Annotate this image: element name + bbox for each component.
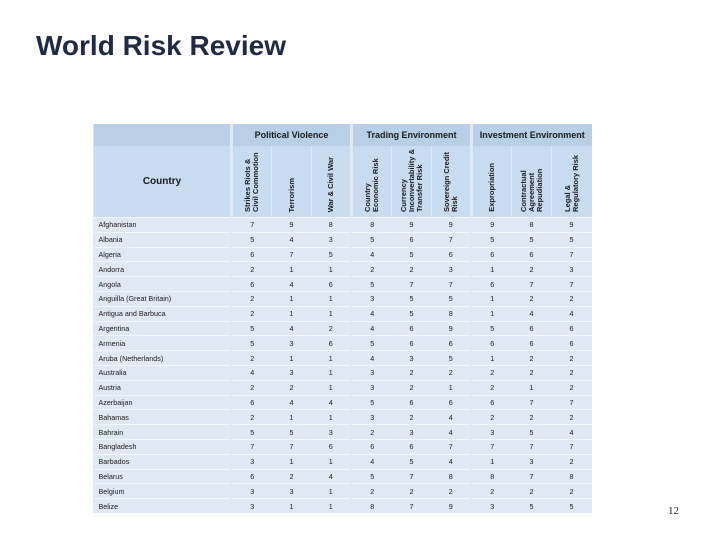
risk-score-cell: 7 (272, 439, 312, 454)
column-header (552, 146, 592, 218)
risk-score-cell: 2 (512, 410, 552, 425)
risk-score-cell: 2 (392, 380, 432, 395)
risk-score-cell: 4 (432, 425, 472, 440)
table-row (94, 351, 592, 366)
risk-score-cell: 4 (352, 454, 392, 469)
risk-score-cell: 6 (392, 336, 432, 351)
risk-score-cell: 1 (472, 351, 512, 366)
risk-score-cell: 8 (552, 469, 592, 484)
risk-score-cell: 2 (352, 425, 392, 440)
table-row (94, 439, 592, 454)
column-header-label: Currency Inconvertability & Transfer Risk (398, 149, 424, 212)
risk-score-cell: 4 (312, 395, 352, 410)
risk-score-cell: 2 (552, 410, 592, 425)
risk-score-cell: 1 (312, 306, 352, 321)
column-header (392, 146, 432, 218)
risk-score-cell: 3 (392, 425, 432, 440)
column-header-label: Terrorism (286, 177, 296, 212)
risk-score-cell: 3 (512, 454, 552, 469)
risk-score-cell: 7 (432, 439, 472, 454)
country-cell: Bangladesh (94, 439, 232, 454)
risk-score-cell: 8 (432, 469, 472, 484)
risk-score-cell: 4 (272, 321, 312, 336)
country-group-blank (94, 124, 232, 146)
risk-score-cell: 5 (392, 454, 432, 469)
risk-score-cell: 7 (432, 232, 472, 247)
table-row (94, 469, 592, 484)
risk-score-cell: 2 (432, 484, 472, 499)
risk-score-cell: 4 (352, 321, 392, 336)
country-cell: Barbados (94, 454, 232, 469)
risk-score-cell: 7 (472, 439, 512, 454)
column-header-label: War & Civil War (326, 156, 336, 212)
country-cell: Afghanistan (94, 218, 232, 233)
table-row (94, 365, 592, 380)
risk-score-cell: 1 (312, 365, 352, 380)
risk-score-cell: 1 (432, 380, 472, 395)
risk-score-cell: 2 (232, 380, 272, 395)
risk-score-cell: 1 (312, 262, 352, 277)
risk-score-cell: 4 (272, 395, 312, 410)
risk-score-cell: 1 (272, 499, 312, 513)
risk-score-cell: 8 (312, 218, 352, 233)
country-cell: Azerbaijan (94, 395, 232, 410)
column-header (432, 146, 472, 218)
table-row (94, 291, 592, 306)
risk-score-cell: 2 (352, 484, 392, 499)
risk-score-cell: 2 (232, 351, 272, 366)
column-header-label: Legal & Regulatory Risk (562, 154, 580, 212)
risk-score-cell: 3 (352, 291, 392, 306)
risk-score-cell: 4 (552, 425, 592, 440)
column-header (312, 146, 352, 218)
risk-score-cell: 9 (472, 218, 512, 233)
risk-score-cell: 8 (512, 218, 552, 233)
risk-score-cell: 1 (312, 380, 352, 395)
country-cell: Belize (94, 499, 232, 513)
risk-score-cell: 1 (312, 291, 352, 306)
country-cell: Andorra (94, 262, 232, 277)
slide-title: World Risk Review (36, 30, 287, 61)
risk-score-cell: 2 (432, 365, 472, 380)
country-cell: Bahrain (94, 425, 232, 440)
risk-score-cell: 2 (512, 365, 552, 380)
risk-score-cell: 3 (552, 262, 592, 277)
risk-score-cell: 2 (272, 380, 312, 395)
risk-score-cell: 6 (232, 469, 272, 484)
risk-score-cell: 7 (552, 247, 592, 262)
risk-score-cell: 6 (432, 247, 472, 262)
risk-score-cell: 2 (512, 262, 552, 277)
risk-score-cell: 2 (352, 262, 392, 277)
risk-score-cell: 6 (472, 395, 512, 410)
risk-score-cell: 7 (512, 469, 552, 484)
risk-score-cell: 6 (472, 336, 512, 351)
risk-score-cell: 5 (352, 336, 392, 351)
risk-score-cell: 5 (472, 232, 512, 247)
risk-score-cell: 3 (352, 365, 392, 380)
risk-score-cell: 8 (352, 499, 392, 513)
column-header (272, 146, 312, 218)
risk-score-cell: 2 (312, 321, 352, 336)
risk-score-cell: 2 (552, 351, 592, 366)
table-row (94, 306, 592, 321)
country-cell: Austria (94, 380, 232, 395)
risk-score-cell: 6 (392, 439, 432, 454)
country-cell: Belarus (94, 469, 232, 484)
risk-score-cell: 5 (512, 499, 552, 513)
risk-score-cell: 9 (432, 218, 472, 233)
risk-score-cell: 1 (272, 306, 312, 321)
risk-score-cell: 2 (232, 306, 272, 321)
risk-score-cell: 5 (232, 232, 272, 247)
column-header (232, 146, 272, 218)
risk-score-cell: 2 (552, 484, 592, 499)
country-cell: Argentina (94, 321, 232, 336)
risk-score-cell: 2 (512, 351, 552, 366)
risk-score-cell: 2 (392, 410, 432, 425)
risk-score-cell: 3 (352, 380, 392, 395)
risk-score-cell: 6 (472, 247, 512, 262)
risk-score-cell: 1 (272, 351, 312, 366)
risk-score-cell: 6 (552, 321, 592, 336)
risk-score-cell: 5 (432, 291, 472, 306)
country-cell: Algeria (94, 247, 232, 262)
group-political-violence: Political Violence (232, 124, 352, 146)
risk-score-cell: 7 (392, 499, 432, 513)
risk-score-cell: 3 (392, 351, 432, 366)
risk-score-cell: 3 (272, 484, 312, 499)
risk-score-cell: 7 (552, 439, 592, 454)
risk-score-cell: 1 (272, 410, 312, 425)
column-header-label: Strikes Riots & Civil Commotion (243, 152, 260, 212)
risk-score-cell: 5 (232, 336, 272, 351)
risk-score-cell: 5 (432, 351, 472, 366)
risk-score-cell: 1 (472, 454, 512, 469)
risk-score-cell: 1 (312, 484, 352, 499)
table-row (94, 247, 592, 262)
column-header-label: Sovereign Credit Risk (442, 151, 459, 212)
country-cell: Bahamas (94, 410, 232, 425)
table-row (94, 262, 592, 277)
risk-score-cell: 6 (352, 439, 392, 454)
risk-score-cell: 7 (512, 439, 552, 454)
risk-score-cell: 9 (272, 218, 312, 233)
risk-score-cell: 2 (232, 410, 272, 425)
risk-score-cell: 3 (272, 336, 312, 351)
column-header (512, 146, 552, 218)
risk-score-cell: 6 (312, 277, 352, 292)
risk-score-cell: 2 (512, 484, 552, 499)
risk-score-cell: 1 (512, 380, 552, 395)
risk-score-cell: 2 (552, 454, 592, 469)
column-header-label: Country Economic Risk (363, 158, 380, 212)
risk-score-cell: 6 (312, 336, 352, 351)
group-investment-environment: Investment Environment (472, 124, 592, 146)
risk-score-cell: 4 (352, 306, 392, 321)
risk-score-cell: 3 (472, 425, 512, 440)
risk-score-cell: 5 (232, 321, 272, 336)
risk-score-cell: 6 (392, 232, 432, 247)
column-header-label: Contractual Agreement Repudiation (518, 168, 544, 212)
risk-score-cell: 4 (312, 469, 352, 484)
risk-score-cell: 6 (512, 321, 552, 336)
risk-score-cell: 1 (472, 262, 512, 277)
risk-score-cell: 2 (392, 365, 432, 380)
table-row (94, 321, 592, 336)
risk-score-cell: 2 (552, 291, 592, 306)
table-row (94, 277, 592, 292)
risk-score-cell: 2 (512, 291, 552, 306)
risk-score-cell: 1 (272, 262, 312, 277)
risk-score-cell: 3 (232, 499, 272, 513)
country-cell: Australia (94, 365, 232, 380)
risk-score-cell: 2 (272, 469, 312, 484)
risk-score-cell: 6 (552, 336, 592, 351)
risk-score-cell: 2 (472, 365, 512, 380)
table-row (94, 336, 592, 351)
risk-score-cell: 4 (432, 454, 472, 469)
risk-score-cell: 7 (552, 277, 592, 292)
group-trading-environment: Trading Environment (352, 124, 472, 146)
risk-score-cell: 7 (232, 439, 272, 454)
risk-score-cell: 5 (392, 247, 432, 262)
risk-score-cell: 5 (232, 425, 272, 440)
table-row (94, 380, 592, 395)
risk-score-cell: 6 (472, 277, 512, 292)
column-header-label: Expropriation (487, 163, 497, 212)
risk-score-cell: 2 (232, 262, 272, 277)
table-body (94, 218, 592, 513)
column-header (472, 146, 512, 218)
country-column-header (94, 146, 232, 218)
risk-score-cell: 5 (552, 499, 592, 513)
risk-score-cell: 8 (352, 218, 392, 233)
risk-score-cell: 1 (472, 291, 512, 306)
table-row (94, 454, 592, 469)
risk-score-cell: 5 (392, 291, 432, 306)
column-header-row (94, 146, 592, 218)
risk-score-cell: 5 (512, 232, 552, 247)
risk-score-cell: 5 (272, 425, 312, 440)
column-header (352, 146, 392, 218)
risk-score-cell: 6 (512, 336, 552, 351)
risk-score-cell: 6 (232, 277, 272, 292)
risk-score-cell: 5 (352, 277, 392, 292)
risk-score-cell: 7 (392, 277, 432, 292)
risk-score-cell: 1 (312, 454, 352, 469)
risk-table (93, 124, 592, 513)
risk-score-cell: 5 (352, 232, 392, 247)
table-row (94, 425, 592, 440)
risk-score-cell: 3 (432, 262, 472, 277)
country-cell: Albania (94, 232, 232, 247)
risk-score-cell: 1 (272, 291, 312, 306)
page-number: 12 (668, 505, 679, 517)
country-cell: Angola (94, 277, 232, 292)
risk-score-cell: 1 (272, 454, 312, 469)
risk-score-cell: 7 (272, 247, 312, 262)
risk-score-cell: 6 (392, 321, 432, 336)
risk-score-cell: 3 (232, 454, 272, 469)
risk-score-cell: 2 (472, 484, 512, 499)
risk-score-cell: 4 (272, 232, 312, 247)
risk-score-cell: 7 (232, 218, 272, 233)
risk-score-cell: 1 (312, 410, 352, 425)
risk-score-cell: 3 (472, 499, 512, 513)
country-cell: Armenia (94, 336, 232, 351)
risk-score-cell: 3 (312, 425, 352, 440)
risk-score-cell: 2 (552, 365, 592, 380)
risk-score-cell: 4 (232, 365, 272, 380)
risk-score-cell: 4 (352, 351, 392, 366)
risk-score-cell: 6 (432, 336, 472, 351)
risk-score-cell: 7 (512, 395, 552, 410)
risk-score-cell: 7 (392, 469, 432, 484)
risk-score-cell: 5 (352, 469, 392, 484)
risk-score-cell: 4 (432, 410, 472, 425)
table-row (94, 499, 592, 513)
risk-score-cell: 3 (232, 484, 272, 499)
table-row (94, 410, 592, 425)
risk-score-cell: 6 (232, 395, 272, 410)
table-row (94, 395, 592, 410)
risk-score-cell: 6 (232, 247, 272, 262)
risk-score-cell: 5 (472, 321, 512, 336)
risk-score-cell: 2 (392, 262, 432, 277)
risk-score-cell: 9 (432, 321, 472, 336)
risk-score-cell: 1 (312, 499, 352, 513)
risk-score-cell: 9 (392, 218, 432, 233)
risk-score-cell: 9 (432, 499, 472, 513)
risk-score-cell: 8 (432, 306, 472, 321)
risk-score-cell: 4 (512, 306, 552, 321)
table-row (94, 484, 592, 499)
risk-score-cell: 5 (552, 232, 592, 247)
risk-score-cell: 5 (392, 306, 432, 321)
risk-score-cell: 7 (552, 395, 592, 410)
risk-score-cell: 7 (512, 277, 552, 292)
risk-score-cell: 4 (552, 306, 592, 321)
table-row (94, 218, 592, 233)
risk-score-cell: 6 (432, 395, 472, 410)
risk-score-cell: 2 (392, 484, 432, 499)
risk-score-cell: 2 (472, 410, 512, 425)
country-cell: Anguilla (Great Britain) (94, 291, 232, 306)
risk-score-cell: 3 (272, 365, 312, 380)
country-cell: Aruba (Netherlands) (94, 351, 232, 366)
risk-score-cell: 8 (472, 469, 512, 484)
risk-score-cell: 4 (272, 277, 312, 292)
risk-score-cell: 9 (552, 218, 592, 233)
table-row (94, 232, 592, 247)
risk-score-cell: 5 (312, 247, 352, 262)
risk-score-cell: 2 (232, 291, 272, 306)
risk-score-cell: 5 (352, 395, 392, 410)
risk-score-cell: 2 (552, 380, 592, 395)
risk-score-cell: 2 (472, 380, 512, 395)
risk-score-cell: 6 (512, 247, 552, 262)
risk-score-cell: 6 (392, 395, 432, 410)
risk-score-cell: 7 (432, 277, 472, 292)
country-cell: Antigua and Barbuca (94, 306, 232, 321)
group-header-row (94, 124, 592, 146)
country-header-label: Country (142, 176, 182, 187)
risk-score-cell: 5 (512, 425, 552, 440)
risk-score-cell: 6 (312, 439, 352, 454)
risk-score-cell: 4 (352, 247, 392, 262)
country-cell: Belgium (94, 484, 232, 499)
risk-score-cell: 3 (312, 232, 352, 247)
risk-score-cell: 1 (472, 306, 512, 321)
risk-score-cell: 1 (312, 351, 352, 366)
risk-score-cell: 3 (352, 410, 392, 425)
